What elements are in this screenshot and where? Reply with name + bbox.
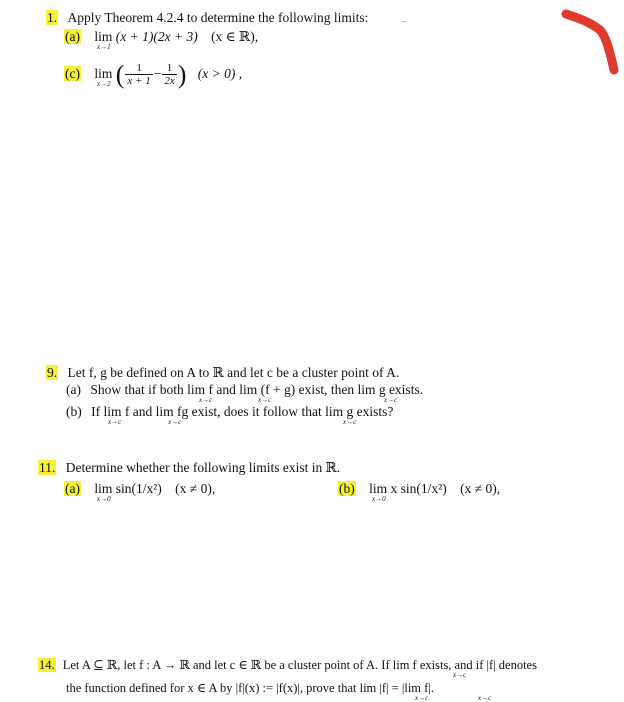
problem-1-number: 1. — [47, 10, 58, 25]
problem-1c-lim: lim — [94, 66, 113, 81]
problem-1a — [64, 29, 258, 45]
problem-9-number: 9. — [47, 365, 58, 380]
problem-14-subscript-3: x→c — [478, 694, 492, 702]
problem-9b-subscript-2: x→c — [168, 418, 182, 426]
problem-9a-subscript-3: x→c — [384, 396, 398, 404]
problem-11a — [64, 481, 215, 497]
problem-11a-condition: (x ≠ 0), — [175, 481, 216, 496]
problem-14-text-2: the function defined for x ∈ A by |f|(x) := |f(x)|, prove that lim |f| = |lim f|. — [66, 681, 434, 695]
problem-11a-subscript: x→0 — [97, 495, 111, 503]
problem-11b-condition: (x ≠ 0), — [460, 481, 501, 496]
problem-1c-label: (c) — [65, 66, 80, 81]
problem-14-subscript-2: x→c — [415, 694, 429, 702]
problem-11-number: 11. — [39, 460, 56, 475]
problem-9b-text: If lim f and lim fg exist, does it follow that lim g exists? — [91, 404, 394, 419]
problem-1c-condition: (x > 0) , — [197, 66, 243, 81]
problem-1c-subscript: x→2 — [97, 80, 111, 88]
problem-1a-expr: (x + 1)(2x + 3) — [115, 29, 198, 44]
problem-11-heading — [38, 460, 340, 476]
red-check-mark-icon — [560, 4, 620, 76]
problem-1a-condition: (x ∈ ℝ), — [211, 29, 259, 44]
problem-9a-subscript-2: x→c — [258, 396, 272, 404]
problem-9a-text: Show that if both lim f and lim (f + g) exist, then lim g exists. — [90, 382, 424, 397]
problem-9a-label: (a) — [66, 382, 81, 397]
problem-11b — [338, 481, 500, 497]
problem-11-text: Determine whether the following limits exist in ℝ. — [65, 460, 341, 475]
problem-9a-subscript-1: x→c — [199, 396, 213, 404]
problem-1-text: Apply Theorem 4.2.4 to determine the following limits: — [67, 10, 369, 25]
problem-11b-lim: lim — [369, 481, 388, 496]
problem-1a-label: (a) — [65, 29, 80, 44]
problem-9b-label: (b) — [66, 404, 82, 419]
problem-9-text: Let f, g be defined on A to ℝ and let c be a cluster point of A. — [67, 365, 400, 380]
problem-9-heading — [46, 365, 399, 381]
problem-1-heading — [46, 10, 368, 26]
problem-11a-label: (a) — [65, 481, 80, 496]
problem-11a-lim: lim — [94, 481, 113, 496]
problem-11b-subscript: x→0 — [372, 495, 386, 503]
problem-11b-expr: x sin(1/x²) — [390, 481, 447, 496]
left-paren: ( — [115, 59, 125, 89]
problem-11a-expr: sin(1/x²) — [115, 481, 162, 496]
problem-14-text-1: Let A ⊆ ℝ, let f : A → ℝ and let c ∈ ℝ be a cluster point of A. If lim f exists, and if |f| denotes — [62, 658, 537, 672]
problem-9a — [66, 382, 423, 398]
problem-1a-lim: lim — [94, 29, 113, 44]
problem-9b-subscript-1: x→c — [108, 418, 122, 426]
fraction-2: $\frac{1}{2x}$ — [164, 62, 175, 88]
problem-1c — [64, 59, 242, 89]
problem-14-line-2 — [66, 680, 434, 696]
stray-mark — [402, 21, 406, 22]
problem-11b-label: (b) — [339, 481, 355, 496]
problem-14-number: 14. — [39, 658, 55, 672]
minus-sign: − — [153, 66, 162, 81]
problem-1a-subscript: x→1 — [97, 43, 111, 51]
problem-14-subscript-1: x→c — [453, 671, 467, 679]
problem-9b-subscript-3: x→c — [343, 418, 357, 426]
right-paren: ) — [177, 59, 187, 89]
fraction-1: $\frac{1}{x + 1}$ — [127, 62, 151, 88]
